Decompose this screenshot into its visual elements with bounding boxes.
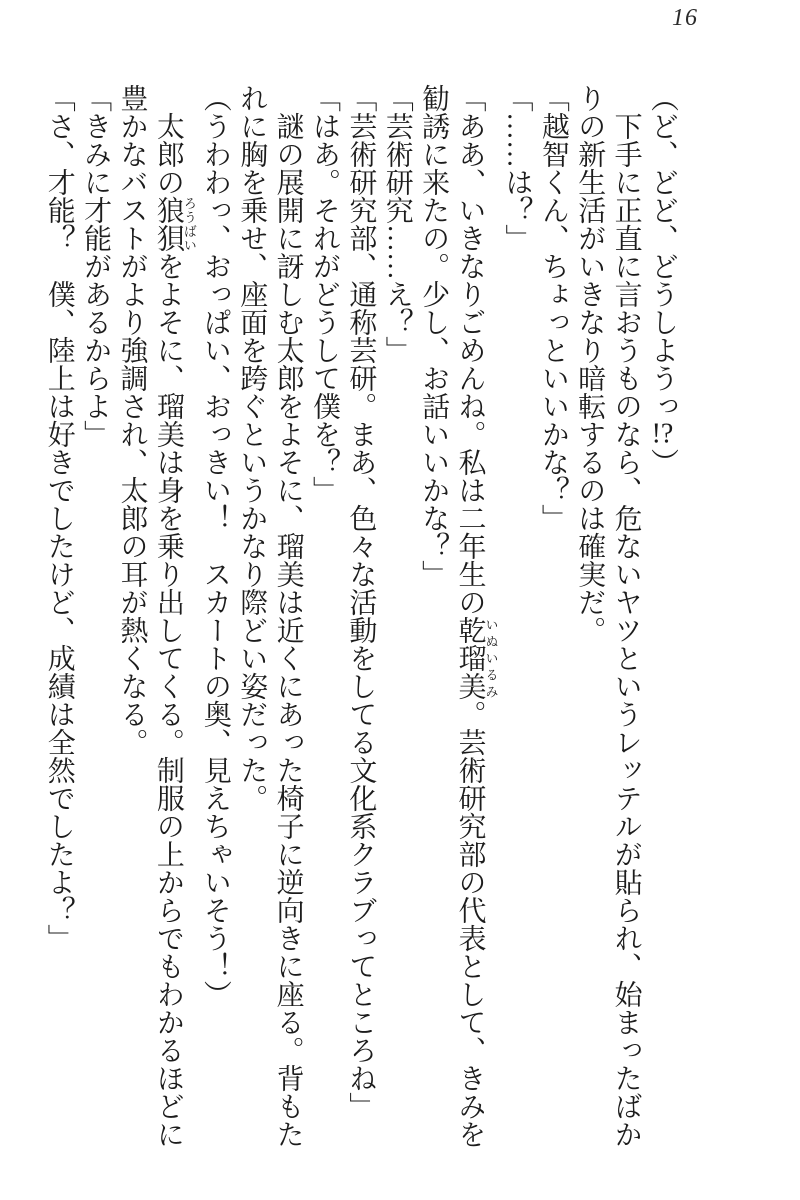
page-number: 16 <box>672 5 698 31</box>
furigana-ruby: 狼狽ろうばい <box>152 196 197 252</box>
text-line: 「きみに才能があるからよ」 <box>80 84 112 448</box>
text-line: 「はあ。それがどうして僕を？」 <box>308 84 340 504</box>
text-line: 「ああ、いきなりごめんね。私は二年生の乾瑠美いぬいるみ。芸術研究部の代表として、きみを勧誘に来たの。少し、お話いいかな？」 <box>418 84 499 1148</box>
text-line: 「芸術研究……え？」 <box>381 84 413 364</box>
text-line: 太郎の狼狽ろうばいをよそに、瑠美は身を乗り出してくる。制服の上からでもわかるほどに豊かなバストがより強調され、太郎の耳が熱くなる。 <box>116 84 197 1148</box>
tate-chu-yoko-text: !? <box>651 420 674 448</box>
text-line: 「越智くん、ちょっといいかな？」 <box>537 84 569 532</box>
text-line: 下手に正直に言おうものなら、危ないヤツというレッテルが貼られ、始まったばかりの新生活がいきなり暗転するのは確実だ。 <box>574 84 642 1148</box>
text-line: （うわわっ、おっぱい、おっきい！ スカートの奥、見えちゃいそう！） <box>199 84 231 1008</box>
text-line: 「芸術研究部、通称芸研。まあ、色々な活動をしてる文化系クラブってところね」 <box>345 84 377 1120</box>
text-line: 「……は？」 <box>501 84 533 252</box>
page-text <box>40 84 680 1154</box>
text-line: （ど、どど、どうしようっ!?） <box>647 84 678 476</box>
text-line: 「さ、才能？ 僕、陸上は好きでしたけど、成績は全然でしたよ？」 <box>43 84 75 952</box>
text-line: 謎の展開に訝しむ太郎をよそに、瑠美は近くにあった椅子に逆向きに座る。背もたれに胸を乗せ、座面を跨ぐというかなり際どい姿だった。 <box>236 84 304 1148</box>
furigana-ruby: 乾瑠美いぬいるみ <box>454 616 499 700</box>
